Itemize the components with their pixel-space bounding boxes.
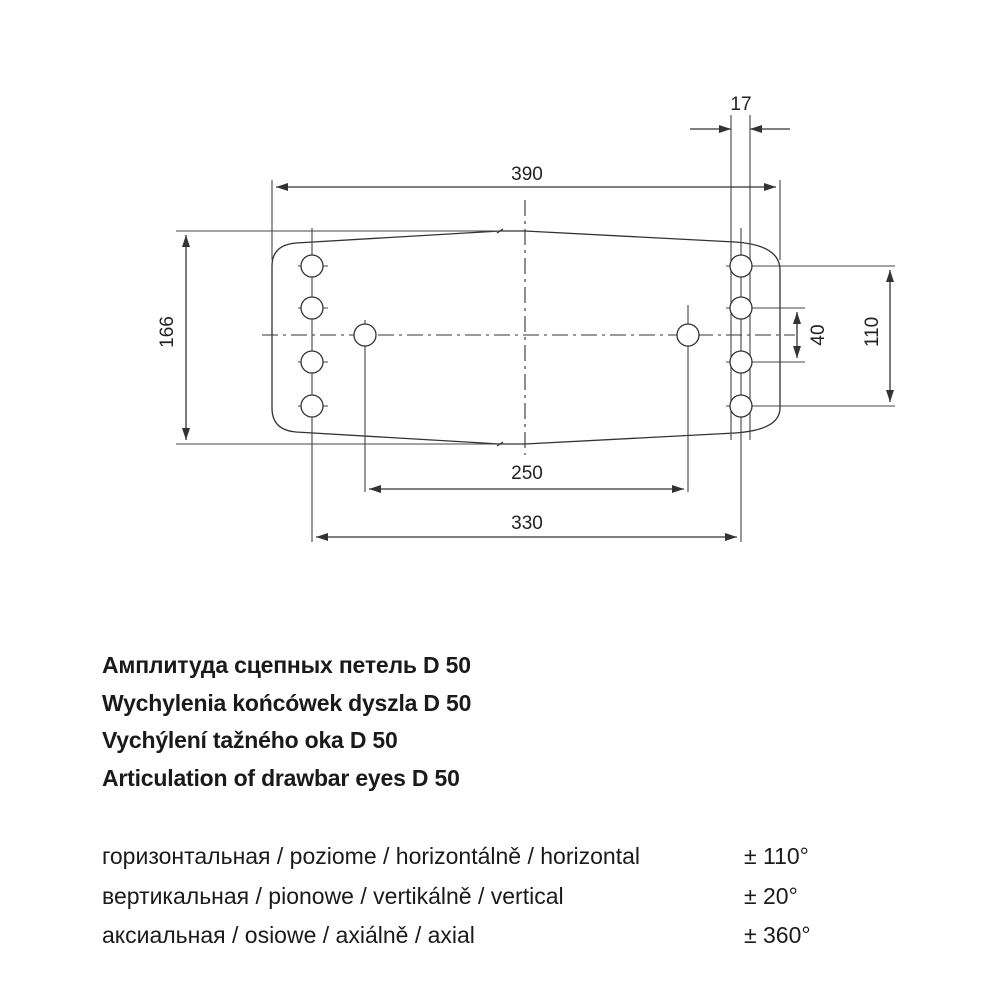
inner-hole-left [354, 324, 376, 346]
inner-hole-right [677, 324, 699, 346]
mounting-hole [730, 395, 752, 417]
mounting-hole [301, 395, 323, 417]
angle-row-axial [102, 919, 862, 959]
mounting-hole [730, 351, 752, 373]
dim-label-330: 330 [511, 513, 543, 534]
articulation-table [102, 840, 862, 959]
plate-outline [272, 231, 780, 444]
heading-line-english: Articulation of drawbar eyes D 50 [102, 764, 460, 791]
dimension-250 [369, 463, 684, 489]
angle-value: ± 110° [744, 843, 809, 869]
angle-value: ± 20° [744, 882, 798, 909]
caption-heading [102, 647, 471, 797]
dim-label-110: 110 [862, 316, 883, 348]
mounting-hole [301, 297, 323, 319]
right-hole-group [726, 115, 756, 542]
dimension-390 [272, 164, 780, 260]
dim-label-166: 166 [157, 316, 178, 348]
angle-label: вертикальная / pionowe / vertikálně / vertical [102, 882, 564, 909]
dimension-17 [690, 94, 790, 129]
dimension-330 [316, 513, 737, 537]
heading-line-czech: Vychýlení tažného oka D 50 [102, 727, 398, 753]
angle-value: ± 360° [744, 922, 811, 948]
angle-row-horizontal [102, 840, 862, 880]
mounting-hole [730, 255, 752, 277]
mounting-hole [301, 255, 323, 277]
angle-label: аксиальная / osiowe / axiálně / axial [102, 922, 475, 948]
mounting-hole [730, 297, 752, 319]
dim-label-40: 40 [808, 324, 829, 346]
mounting-hole [301, 351, 323, 373]
left-hole-group [298, 228, 328, 542]
angle-row-vertical [102, 880, 862, 920]
heading-line-russian: Амплитуда сцепных петель D 50 [102, 652, 471, 678]
dimension-166 [157, 231, 500, 444]
heading-line-polish: Wychylenia końcówek dyszla D 50 [102, 689, 472, 716]
dim-label-250: 250 [511, 463, 543, 484]
angle-label: горизонтальная / poziome / horizontálně / horizontal [102, 843, 640, 869]
dim-label-390: 390 [511, 164, 543, 185]
dim-label-17: 17 [730, 94, 752, 115]
